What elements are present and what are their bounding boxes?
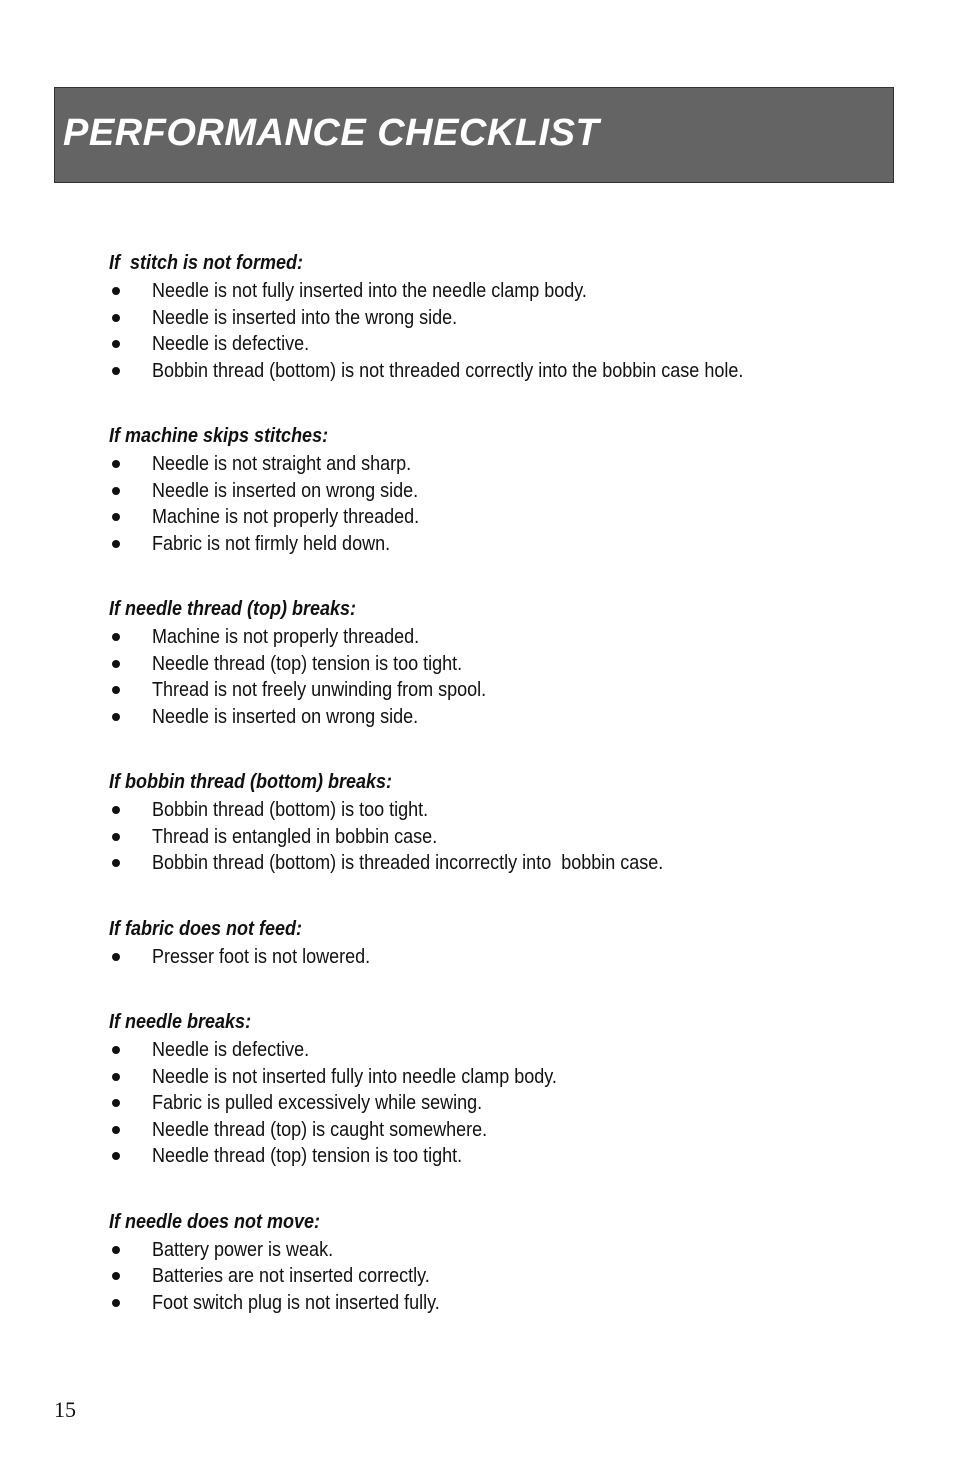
section-heading: If needle does not move: <box>109 1210 321 1233</box>
section-heading: If fabric does not feed: <box>109 917 303 940</box>
list-item <box>109 1237 889 1264</box>
list-item-text: Thread is entangled in bobbin case. <box>152 825 438 848</box>
list-item <box>109 824 889 851</box>
list-item-text: Needle is inserted on wrong side. <box>152 479 419 502</box>
list-item <box>109 677 889 704</box>
list-item <box>109 331 889 358</box>
bullet-icon <box>112 1099 120 1107</box>
bullet-list <box>109 451 889 557</box>
list-item <box>109 1037 889 1064</box>
list-item-text: Needle thread (top) is caught somewhere. <box>152 1118 488 1141</box>
list-item <box>109 278 889 305</box>
bullet-icon <box>112 686 120 694</box>
list-item-text: Battery power is weak. <box>152 1238 334 1261</box>
bullet-icon <box>112 859 120 867</box>
bullet-icon <box>112 287 120 295</box>
list-item-text: Machine is not properly threaded. <box>152 626 420 648</box>
list-item <box>109 531 889 558</box>
checklist-section <box>109 1007 889 1170</box>
checklist-section <box>109 767 889 877</box>
bullet-icon <box>112 1246 120 1254</box>
section-heading: If bobbin thread (bottom) breaks: <box>109 771 392 793</box>
page-title: PERFORMANCE CHECKLIST <box>63 112 600 154</box>
checklist-section <box>109 594 889 730</box>
checklist <box>109 248 889 1353</box>
list-item <box>109 850 889 877</box>
list-item-text: Batteries are not inserted correctly. <box>152 1265 430 1287</box>
title-banner <box>54 87 894 183</box>
checklist-section <box>109 248 889 384</box>
bullet-list <box>109 797 889 877</box>
bullet-list <box>109 944 889 971</box>
list-item-text: Needle thread (top) tension is too tight. <box>152 1145 463 1167</box>
bullet-list <box>109 1237 889 1317</box>
bullet-list <box>109 624 889 730</box>
bullet-icon <box>112 660 120 668</box>
section-heading: If machine skips stitches: <box>109 425 329 447</box>
list-item-text: Needle is defective. <box>152 1039 310 1061</box>
list-item-text: Foot switch plug is not inserted fully. <box>152 1291 440 1314</box>
bullet-icon <box>112 487 120 495</box>
bullet-icon <box>112 633 120 641</box>
list-item-text: Presser foot is not lowered. <box>152 945 371 968</box>
list-item <box>109 797 889 824</box>
bullet-icon <box>112 314 120 322</box>
list-item-text: Needle is inserted into the wrong side. <box>152 306 458 329</box>
bullet-icon <box>112 367 120 375</box>
list-item <box>109 704 889 731</box>
list-item <box>109 358 889 385</box>
bullet-icon <box>112 713 120 721</box>
checklist-section <box>109 1207 889 1317</box>
section-heading: If needle thread (top) breaks: <box>109 598 357 620</box>
list-item <box>109 624 889 651</box>
list-item <box>109 478 889 505</box>
list-item-text: Needle is inserted on wrong side. <box>152 705 419 728</box>
checklist-section <box>109 914 889 971</box>
bullet-list <box>109 1037 889 1170</box>
bullet-icon <box>112 1299 120 1307</box>
list-item-text: Bobbin thread (bottom) is not threaded correctly into the bobbin case hole. <box>152 359 744 382</box>
list-item <box>109 1290 889 1317</box>
list-item <box>109 451 889 478</box>
section-heading: If needle breaks: <box>109 1011 252 1033</box>
list-item-text: Fabric is pulled excessively while sewing. <box>152 1092 483 1114</box>
list-item <box>109 1143 889 1170</box>
list-item <box>109 305 889 332</box>
list-item-text: Bobbin thread (bottom) is too tight. <box>152 799 429 821</box>
bullet-icon <box>112 540 120 548</box>
bullet-icon <box>112 953 120 961</box>
bullet-icon <box>112 1126 120 1134</box>
list-item-text: Needle is not straight and sharp. <box>152 453 412 475</box>
list-item <box>109 1090 889 1117</box>
bullet-icon <box>112 513 120 521</box>
bullet-icon <box>112 1272 120 1280</box>
list-item-text: Machine is not properly threaded. <box>152 506 420 528</box>
list-item-text: Thread is not freely unwinding from spool. <box>152 679 487 701</box>
list-item <box>109 651 889 678</box>
list-item-text: Needle thread (top) tension is too tight. <box>152 652 463 675</box>
section-heading: If stitch is not formed: <box>109 252 304 274</box>
list-item <box>109 504 889 531</box>
bullet-icon <box>112 1152 120 1160</box>
bullet-icon <box>112 1046 120 1054</box>
list-item <box>109 1064 889 1091</box>
bullet-icon <box>112 806 120 814</box>
bullet-icon <box>112 340 120 348</box>
bullet-icon <box>112 460 120 468</box>
list-item <box>109 944 889 971</box>
bullet-icon <box>112 1073 120 1081</box>
list-item-text: Bobbin thread (bottom) is threaded incorrectly into bobbin case. <box>152 852 664 874</box>
page-number: 15 <box>54 1397 76 1422</box>
bullet-icon <box>112 833 120 841</box>
checklist-section <box>109 421 889 557</box>
list-item-text: Needle is not fully inserted into the needle clamp body. <box>152 280 587 302</box>
list-item-text: Fabric is not firmly held down. <box>152 532 391 555</box>
list-item-text: Needle is not inserted fully into needle clamp body. <box>152 1065 557 1088</box>
list-item-text: Needle is defective. <box>152 333 310 355</box>
list-item <box>109 1117 889 1144</box>
bullet-list <box>109 278 889 384</box>
list-item <box>109 1263 889 1290</box>
